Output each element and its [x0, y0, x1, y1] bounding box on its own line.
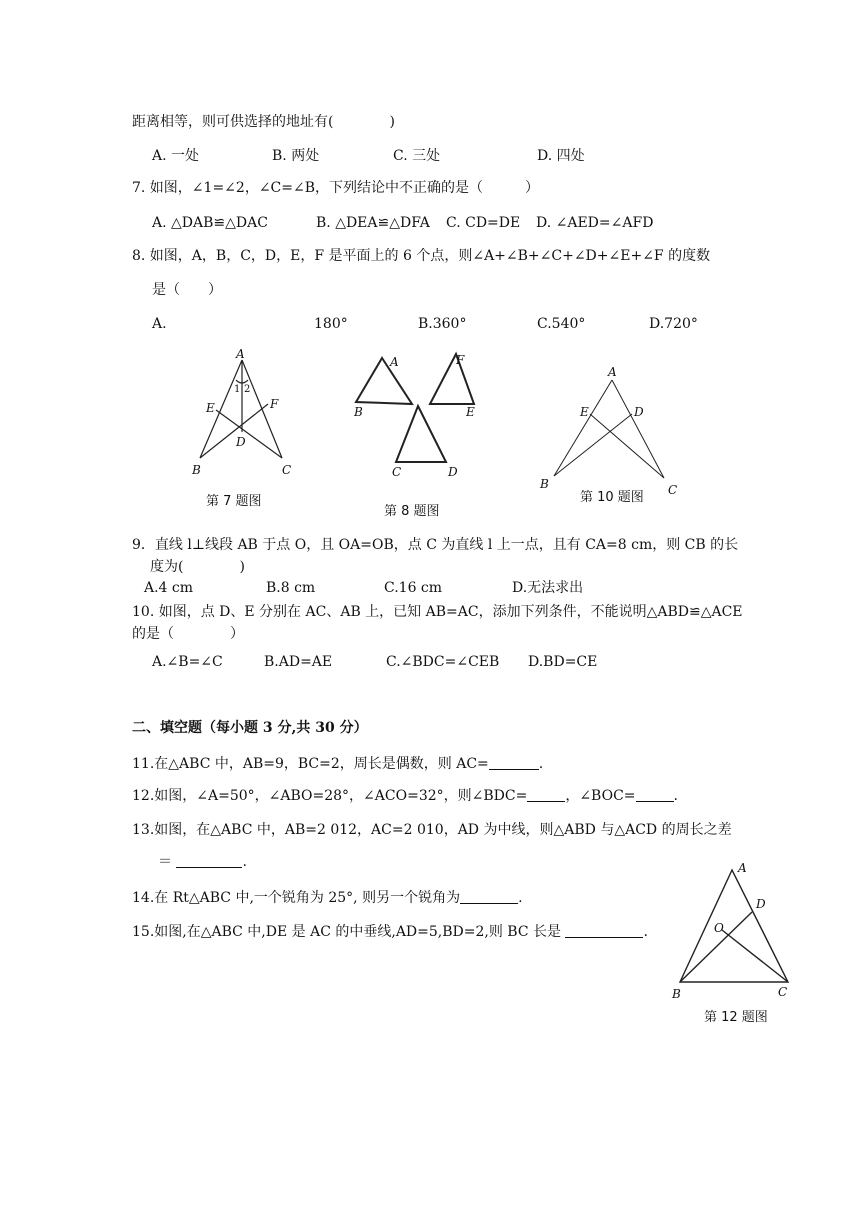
- q9-stem: 9．直线 l⊥线段 AB 于点 O，且 OA=OB，点 C 为直线 l 上一点，且有 CA=8 cm，则 CB 的长: [132, 537, 739, 553]
- q11-answer-blank[interactable]: [489, 755, 539, 770]
- q8-option-b: B.360°: [418, 316, 467, 332]
- fig12-label-a: A: [738, 861, 747, 875]
- fig7-label-1: 1: [234, 384, 241, 395]
- q15-stem: 15.如图,在△ABC 中,DE 是 AC 的中垂线,AD=5,BD=2,则 BC 长是: [132, 924, 566, 940]
- q8-option-a-value: 180°: [314, 316, 348, 332]
- fig8-label-b: B: [354, 405, 363, 419]
- fig8-label-e: E: [466, 405, 475, 419]
- q10-option-a: A.∠B=∠C: [152, 654, 223, 670]
- q14: [132, 888, 523, 908]
- q8-option-a: A.: [152, 316, 167, 332]
- q13-answer-blank[interactable]: [176, 853, 242, 868]
- q15-end: .: [643, 924, 648, 940]
- q7-option-c: C. CD=DE: [446, 215, 521, 231]
- fig8-label-d: D: [448, 465, 458, 479]
- q7-option-b: B. △DEA≌△DFA: [316, 215, 430, 231]
- q14-end: .: [518, 890, 523, 906]
- fig10-label-b: B: [540, 477, 549, 491]
- q14-stem: 14.在 Rt△ABC 中,一个锐角为 25°, 则另一个锐角为: [132, 890, 461, 906]
- fig7-label-f: F: [270, 397, 279, 411]
- fig7-label-b: B: [192, 463, 201, 477]
- fig8-caption: 第 8 题图: [384, 504, 440, 519]
- q7-option-d: D. ∠AED=∠AFD: [536, 215, 654, 231]
- fig7-label-c: C: [282, 463, 292, 477]
- q12-answer-blank-1[interactable]: [527, 787, 565, 802]
- q10-continuation: 的是（ ）: [132, 626, 244, 642]
- fig7-label-2: 2: [244, 384, 251, 395]
- q13-stem: 13.如图，在△ABC 中，AB=2 012，AC=2 010，AD 为中线，则△ABD 与△ACD 的周长之差: [132, 822, 732, 838]
- q15-answer-blank[interactable]: [565, 923, 643, 938]
- fig8-label-c: C: [392, 465, 402, 479]
- fig12-label-b: B: [672, 987, 681, 1001]
- q10-option-c: C.∠BDC=∠CEB: [386, 654, 500, 670]
- q13-continuation: [158, 852, 247, 872]
- fig7-caption: 第 7 题图: [206, 494, 262, 509]
- fig8-label-f: F: [456, 353, 465, 367]
- q8-option-d: D.720°: [649, 316, 698, 332]
- q9-option-b: B.8 cm: [266, 580, 316, 596]
- fig10-label-e: E: [580, 405, 589, 419]
- q12-stem: 12.如图，∠A=50°，∠ABO=28°，∠ACO=32°，则∠BDC=: [132, 788, 528, 804]
- fig7-label-a: A: [236, 347, 245, 361]
- q10-stem: 10. 如图，点 D、E 分别在 AC、AB 上，已知 AB=AC，添加下列条件，不能说明△ABD≌△ACE: [132, 604, 743, 620]
- q9-option-a: A.4 cm: [144, 580, 194, 596]
- q6-option-a: A. 一处: [152, 148, 200, 164]
- fig7-label-d: D: [236, 435, 246, 449]
- q13-end: .: [242, 854, 247, 870]
- fig10-label-a: A: [608, 365, 617, 379]
- q6-continuation: 距离相等，则可供选择的地址有( ): [132, 114, 395, 130]
- q9-option-c: C.16 cm: [384, 580, 443, 596]
- q6-option-b: B. 两处: [272, 148, 320, 164]
- q12: [132, 786, 678, 806]
- q8-stem: 8. 如图，A，B，C，D，E，F 是平面上的 6 个点，则∠A+∠B+∠C+∠D+∠E+∠F 的度数: [132, 248, 711, 264]
- q9-option-d: D.无法求出: [512, 580, 584, 596]
- q10-option-d: D.BD=CE: [528, 654, 598, 670]
- q7-stem: 7. 如图，∠1=∠2，∠C=∠B，下列结论中不正确的是（ ）: [132, 180, 540, 196]
- q14-answer-blank[interactable]: [460, 889, 518, 904]
- fig12-caption: 第 12 题图: [704, 1010, 768, 1025]
- fig10-label-d: D: [634, 405, 644, 419]
- fig10-caption: 第 10 题图: [580, 490, 644, 505]
- q11-stem: 11.在△ABC 中，AB=9，BC=2，周长是偶数，则 AC=: [132, 756, 489, 772]
- q8-option-c: C.540°: [537, 316, 586, 332]
- q9-continuation: 度为( ): [150, 559, 245, 575]
- q13-eq: ＝: [158, 854, 177, 870]
- q15: [132, 922, 648, 942]
- q7-option-a: A. △DAB≌△DAC: [152, 215, 268, 231]
- q8-continuation: 是（ ）: [152, 282, 222, 298]
- q6-option-c: C. 三处: [393, 148, 441, 164]
- q12-mid: ，∠BOC=: [565, 788, 636, 804]
- fig12-label-d: D: [756, 897, 766, 911]
- q11-end: .: [538, 756, 544, 772]
- fig8-label-a: A: [390, 355, 399, 369]
- q6-option-d: D. 四处: [537, 148, 585, 164]
- fig12-label-o: O: [714, 921, 724, 935]
- q12-answer-blank-2[interactable]: [636, 787, 674, 802]
- fig12-label-c: C: [778, 985, 788, 999]
- fig10-label-c: C: [668, 483, 678, 497]
- section-2-title: 二、填空题（每小题 3 分,共 30 分）: [132, 720, 368, 736]
- fig7-label-e: E: [206, 401, 215, 415]
- q10-option-b: B.AD=AE: [264, 654, 333, 670]
- q12-end: .: [673, 788, 678, 804]
- q11: [132, 754, 543, 774]
